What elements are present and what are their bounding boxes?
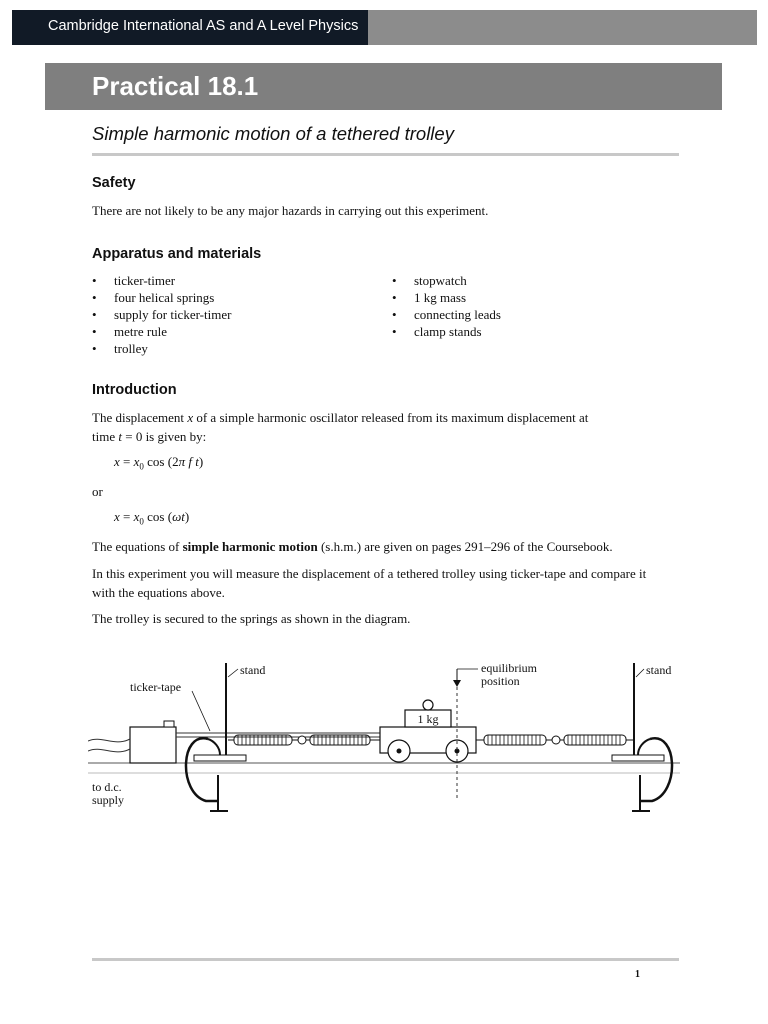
spring-link	[298, 736, 306, 744]
page-number: 1	[635, 969, 640, 980]
ticker-tape-label: ticker-tape	[130, 680, 182, 694]
list-item: • metre rule	[92, 324, 168, 339]
title-divider	[92, 153, 679, 156]
intro-paragraph-1: The displacement x of a simple harmonic oscillator released from its maximum displacement at time t = 0 is given by:	[92, 410, 589, 444]
list-item: • 1 kg mass	[392, 290, 466, 305]
list-item: • ticker-timer	[92, 273, 176, 288]
trolley-axle	[397, 749, 402, 754]
left-stand-base	[194, 755, 246, 761]
stand-left-label: stand	[240, 663, 266, 677]
mass-label: 1 kg	[417, 712, 439, 726]
introduction-heading: Introduction	[92, 382, 177, 398]
header-bar	[12, 10, 757, 45]
equilibrium-label-line1: equilibrium	[481, 661, 537, 675]
equilibrium-label-line2: position	[481, 674, 520, 688]
list-item: • trolley	[92, 341, 148, 356]
ticker-timer-terminal	[164, 721, 174, 727]
list-item: • supply for ticker-timer	[92, 307, 232, 322]
equation-2: $x = x_0$ cos (ωt)	[114, 509, 190, 527]
spring-link	[552, 736, 560, 744]
intro-paragraph-4: The trolley is secured to the springs as shown in the diagram.	[92, 611, 411, 626]
or-text: or	[92, 484, 103, 499]
list-item: • clamp stands	[392, 324, 482, 339]
list-item: • four helical springs	[92, 290, 215, 305]
footer-divider	[92, 958, 679, 961]
safety-text: There are not likely to be any major hazards in carrying out this experiment.	[92, 203, 489, 218]
safety-heading: Safety	[92, 175, 136, 191]
intro-paragraph-3: In this experiment you will measure the displacement of a tethered trolley using ticker-tape and compare it with the equations above.	[92, 566, 647, 600]
stand-right-label: stand	[646, 663, 672, 677]
supply-label-line2: supply	[92, 793, 125, 807]
trolley-diagram	[88, 655, 680, 815]
mass-hook	[423, 700, 433, 710]
practical-title-bar	[45, 63, 722, 110]
header-title-block	[12, 10, 368, 45]
ticker-timer	[130, 727, 176, 763]
book-title: Cambridge International AS and A Level Physics	[48, 18, 359, 34]
supply-label-line1: to d.c.	[92, 780, 122, 794]
intro-paragraph-2: The equations of simple harmonic motion (s.h.m.) are given on pages 291–296 of the Coursebook.	[92, 539, 613, 554]
practical-title: Practical 18.1	[92, 71, 259, 101]
equation-1: $x = x_0$ cos (2π f t)	[114, 454, 204, 472]
practical-subtitle: Simple harmonic motion of a tethered trolley	[92, 123, 454, 144]
list-item: • stopwatch	[392, 273, 467, 288]
list-item: • connecting leads	[392, 307, 501, 322]
right-stand-base	[612, 755, 664, 761]
apparatus-heading: Apparatus and materials	[92, 246, 262, 262]
